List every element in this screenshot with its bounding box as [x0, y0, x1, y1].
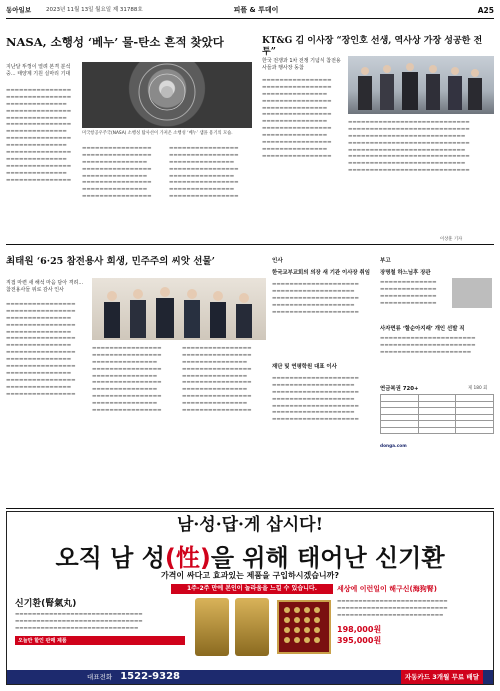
lottery-table: [380, 394, 494, 434]
choi-lead: 직접 마련 새 해석 마음 담아 격려... 참전용사들 위로 감사 인사: [6, 280, 84, 294]
kim-byline: 이상훈 기자: [440, 237, 463, 242]
kim-lead: 한국 전쟁과 1차 전쟁 기념식 참전용사들과 행사장 동참: [262, 58, 341, 72]
ad-subline: 가격이 싸다고 효과있는 제품을 구입하시겠습니까?: [160, 571, 340, 580]
obituary-item-2: 사자면류 ‘할순아지래’ 개인 선발 직: [380, 326, 465, 332]
dateline: 2023년 11월 13일 월요일 제 31788호: [46, 7, 143, 13]
kim-headline: KT&G 김 이사장 “장인호 선생, 역사상 가장 성공한 전투”: [262, 36, 483, 57]
ad-phone-number[interactable]: 1522-9328: [120, 671, 181, 682]
obituary-item-1: 장명철 하느님후 장관: [380, 270, 431, 276]
people-body-1: ▬▬▬▬▬▬▬▬▬▬▬▬▬▬▬▬▬▬▬▬ ▬▬▬▬▬▬▬▬▬▬▬▬▬▬▬▬▬▬▬ ▬▬▬▬▬▬▬▬▬▬▬▬▬▬▬▬▬▬▬▬ ▬▬▬▬▬▬▬▬▬▬▬▬▬▬▬▬▬▬▬ ▬▬▬▬▬▬▬▬▬▬▬▬▬▬▬▬▬▬▬▬: [272, 282, 359, 315]
advertisement: [6, 511, 494, 685]
kim-body-col-1: ▬▬▬▬▬▬▬▬▬▬▬▬▬▬▬▬ ▬▬▬▬▬▬▬▬▬▬▬▬▬▬▬▬ ▬▬▬▬▬▬▬▬▬▬▬▬▬▬▬ ▬▬▬▬▬▬▬▬▬▬▬▬▬▬▬▬ ▬▬▬▬▬▬▬▬▬▬▬▬▬▬▬ ▬▬▬▬▬▬▬▬▬▬▬▬▬▬▬▬ ▬▬▬▬▬▬▬▬▬▬▬▬▬▬▬ ▬▬▬▬▬▬▬▬▬▬▬▬▬▬▬▬ ▬▬▬▬▬▬▬▬▬▬▬▬▬▬▬ ▬▬▬▬▬▬▬▬▬▬▬▬▬▬▬▬ ▬▬▬▬▬▬▬▬▬▬▬▬▬▬▬ ▬▬▬▬▬▬▬▬▬▬▬▬▬▬▬▬: [262, 78, 332, 159]
obituary-body-1: ▬▬▬▬▬▬▬▬▬▬▬▬▬ ▬▬▬▬▬▬▬▬▬▬▬▬▬ ▬▬▬▬▬▬▬▬▬▬▬▬▬ ▬▬▬▬▬▬▬▬▬▬▬▬▬: [380, 280, 437, 306]
nasa-headline: NASA, 소행성 ‘베누’ 물-탄소 흔적 찾았다: [6, 35, 224, 49]
choi-headline: 최태원 ‘6·25 참전용사 희생, 민주주의 씨앗 선물’: [6, 256, 215, 267]
mid-rule: [6, 244, 494, 245]
obituary-portrait-1: [452, 278, 492, 308]
ad-headline-hanja: (性): [164, 544, 211, 572]
sample-container-photo: [82, 62, 252, 128]
veterans-photo: [92, 278, 266, 340]
ad-product-desc: ▬▬▬▬▬▬▬▬▬▬▬▬▬▬▬▬▬▬▬▬▬▬▬▬▬▬▬▬▬▬ ▬▬▬▬▬▬▬▬▬▬▬▬▬▬▬▬▬▬▬▬▬▬▬▬▬▬▬▬▬▬ ▬▬▬▬▬▬▬▬▬▬▬▬▬▬▬▬▬▬▬▬▬▬▬▬▬▬▬▬▬: [15, 612, 143, 631]
kim-body-col-2: ▬▬▬▬▬▬▬▬▬▬▬▬▬▬▬▬▬▬▬▬▬▬▬▬▬▬▬▬ ▬▬▬▬▬▬▬▬▬▬▬▬▬▬▬▬▬▬▬▬▬▬▬▬▬▬▬▬ ▬▬▬▬▬▬▬▬▬▬▬▬▬▬▬▬▬▬▬▬▬▬▬▬▬▬▬ ▬▬▬▬▬▬▬▬▬▬▬▬▬▬▬▬▬▬▬▬▬▬▬▬▬▬▬▬ ▬▬▬▬▬▬▬▬▬▬▬▬▬▬▬▬▬▬▬▬▬▬▬▬▬▬▬ ▬▬▬▬▬▬▬▬▬▬▬▬▬▬▬▬▬▬▬▬▬▬▬▬▬▬▬▬ ▬▬▬▬▬▬▬▬▬▬▬▬▬▬▬▬▬▬▬▬▬▬▬▬▬▬▬ ▬▬▬▬▬▬▬▬▬▬▬▬▬▬▬▬▬▬▬▬▬▬▬▬▬▬▬▬: [348, 120, 470, 174]
ad-rule: [6, 508, 494, 509]
people-item-1: 한국교부교회의 의장 새 기관 이사장 취임: [272, 270, 370, 276]
ad-special-panel: [337, 584, 489, 646]
ad-product-name: 신기환(腎氣丸): [15, 599, 77, 609]
ad-headline: [7, 538, 493, 573]
product-jar-2: [235, 598, 269, 656]
masthead: [6, 4, 494, 17]
obituary-body-2: ▬▬▬▬▬▬▬▬▬▬▬▬▬▬▬▬▬▬▬▬▬▬ ▬▬▬▬▬▬▬▬▬▬▬▬▬▬▬▬▬▬▬▬▬▬ ▬▬▬▬▬▬▬▬▬▬▬▬▬▬▬▬▬▬▬▬▬: [380, 336, 476, 355]
nasa-body-col-3: ▬▬▬▬▬▬▬▬▬▬▬▬▬▬▬▬ ▬▬▬▬▬▬▬▬▬▬▬▬▬▬▬▬ ▬▬▬▬▬▬▬▬▬▬▬▬▬▬▬ ▬▬▬▬▬▬▬▬▬▬▬▬▬▬▬▬ ▬▬▬▬▬▬▬▬▬▬▬▬▬▬▬ ▬▬▬▬▬▬▬▬▬▬▬▬▬▬▬▬ ▬▬▬▬▬▬▬▬▬▬▬▬▬▬▬ ▬▬▬▬▬▬▬▬▬▬▬▬▬▬▬▬: [169, 146, 239, 200]
nasa-body-col-2: ▬▬▬▬▬▬▬▬▬▬▬▬▬▬▬▬ ▬▬▬▬▬▬▬▬▬▬▬▬▬▬▬▬ ▬▬▬▬▬▬▬▬▬▬▬▬▬▬▬ ▬▬▬▬▬▬▬▬▬▬▬▬▬▬▬▬ ▬▬▬▬▬▬▬▬▬▬▬▬▬▬▬ ▬▬▬▬▬▬▬▬▬▬▬▬▬▬▬▬ ▬▬▬▬▬▬▬▬▬▬▬▬▬▬▬ ▬▬▬▬▬▬▬▬▬▬▬▬▬▬▬▬: [82, 146, 152, 200]
ad-slogan: 남·성·답·게 삽시다!: [176, 515, 324, 535]
people-item-2: 재단 및 연평학원 대표 이사: [272, 364, 337, 370]
ad-discount: 오늘만 할인 판매 제품: [15, 636, 185, 645]
ad-price-1: 198,000원: [337, 624, 382, 634]
nasa-body-col-1: ▬▬▬▬▬▬▬▬▬▬▬▬▬▬▬ ▬▬▬▬▬▬▬▬▬▬▬▬▬▬▬ ▬▬▬▬▬▬▬▬▬▬▬▬▬▬ ▬▬▬▬▬▬▬▬▬▬▬▬▬▬▬ ▬▬▬▬▬▬▬▬▬▬▬▬▬▬ ▬▬▬▬▬▬▬▬▬▬▬▬▬▬▬ ▬▬▬▬▬▬▬▬▬▬▬▬▬▬ ▬▬▬▬▬▬▬▬▬▬▬▬▬▬▬ ▬▬▬▬▬▬▬▬▬▬▬▬▬▬ ▬▬▬▬▬▬▬▬▬▬▬▬▬▬▬ ▬▬▬▬▬▬▬▬▬▬▬▬▬▬ ▬▬▬▬▬▬▬▬▬▬▬▬▬▬▬ ▬▬▬▬▬▬▬▬▬▬▬▬▬▬ ▬▬▬▬▬▬▬▬▬▬▬▬▬▬▬: [6, 88, 72, 183]
ad-price-2: 395,000원: [337, 635, 382, 645]
ad-sale-label: 자동카드 3개월 무료 배달: [401, 670, 483, 684]
lottery-title: 연금복권 720+: [380, 386, 419, 392]
people-body-2: ▬▬▬▬▬▬▬▬▬▬▬▬▬▬▬▬▬▬▬▬ ▬▬▬▬▬▬▬▬▬▬▬▬▬▬▬▬▬▬▬ ▬▬▬▬▬▬▬▬▬▬▬▬▬▬▬▬▬▬▬▬ ▬▬▬▬▬▬▬▬▬▬▬▬▬▬▬▬▬▬▬ ▬▬▬▬▬▬▬▬▬▬▬▬▬▬▬▬▬▬▬▬ ▬▬▬▬▬▬▬▬▬▬▬▬▬▬▬▬▬▬▬ ▬▬▬▬▬▬▬▬▬▬▬▬▬▬▬▬▬▬▬▬: [272, 376, 359, 423]
ad-headline-pre: 오직 남 성: [55, 544, 165, 572]
choi-body-col-3: ▬▬▬▬▬▬▬▬▬▬▬▬▬▬▬▬ ▬▬▬▬▬▬▬▬▬▬▬▬▬▬▬▬ ▬▬▬▬▬▬▬▬▬▬▬▬▬▬▬ ▬▬▬▬▬▬▬▬▬▬▬▬▬▬▬▬ ▬▬▬▬▬▬▬▬▬▬▬▬▬▬▬ ▬▬▬▬▬▬▬▬▬▬▬▬▬▬▬▬ ▬▬▬▬▬▬▬▬▬▬▬▬▬▬▬ ▬▬▬▬▬▬▬▬▬▬▬▬▬▬▬▬ ▬▬▬▬▬▬▬▬▬▬▬▬▬▬▬ ▬▬▬▬▬▬▬▬▬▬▬▬▬▬▬▬: [182, 346, 252, 414]
choi-body-col-2: ▬▬▬▬▬▬▬▬▬▬▬▬▬▬▬▬ ▬▬▬▬▬▬▬▬▬▬▬▬▬▬▬▬ ▬▬▬▬▬▬▬▬▬▬▬▬▬▬▬ ▬▬▬▬▬▬▬▬▬▬▬▬▬▬▬▬ ▬▬▬▬▬▬▬▬▬▬▬▬▬▬▬ ▬▬▬▬▬▬▬▬▬▬▬▬▬▬▬▬ ▬▬▬▬▬▬▬▬▬▬▬▬▬▬▬ ▬▬▬▬▬▬▬▬▬▬▬▬▬▬▬▬ ▬▬▬▬▬▬▬▬▬▬▬▬▬▬▬ ▬▬▬▬▬▬▬▬▬▬▬▬▬▬▬▬: [92, 346, 162, 414]
section-title: 피플 & 투데이: [233, 6, 279, 14]
ad-band: 1주-2주 만에 본인이 놀라움을 느낄 수 있습니다.: [171, 584, 333, 594]
ad-headline-post: 을 위해 태어난 신기환: [210, 544, 445, 572]
product-jar-1: [195, 598, 229, 656]
ad-product-panel: [15, 596, 185, 645]
ceremony-photo: [348, 56, 494, 114]
obituary-kicker: 부고: [380, 258, 391, 264]
choi-body-col-1: ▬▬▬▬▬▬▬▬▬▬▬▬▬▬▬▬ ▬▬▬▬▬▬▬▬▬▬▬▬▬▬▬▬ ▬▬▬▬▬▬▬▬▬▬▬▬▬▬▬ ▬▬▬▬▬▬▬▬▬▬▬▬▬▬▬▬ ▬▬▬▬▬▬▬▬▬▬▬▬▬▬▬ ▬▬▬▬▬▬▬▬▬▬▬▬▬▬▬▬ ▬▬▬▬▬▬▬▬▬▬▬▬▬▬▬ ▬▬▬▬▬▬▬▬▬▬▬▬▬▬▬▬ ▬▬▬▬▬▬▬▬▬▬▬▬▬▬▬ ▬▬▬▬▬▬▬▬▬▬▬▬▬▬▬▬ ▬▬▬▬▬▬▬▬▬▬▬▬▬▬▬ ▬▬▬▬▬▬▬▬▬▬▬▬▬▬▬▬ ▬▬▬▬▬▬▬▬▬▬▬▬▬▬▬ ▬▬▬▬▬▬▬▬▬▬▬▬▬▬▬▬: [6, 302, 76, 397]
nasa-photo-caption: 미국항공우주국(NASA) 소행성 탐사선이 가져온 소행성 ‘베누’ 샘플 용기의 모습.: [82, 131, 233, 136]
page-number: A25: [477, 6, 494, 15]
ad-special-desc: ▬▬▬▬▬▬▬▬▬▬▬▬▬▬▬▬▬▬▬▬▬▬▬▬▬▬ ▬▬▬▬▬▬▬▬▬▬▬▬▬▬▬▬▬▬▬▬▬▬▬▬▬▬ ▬▬▬▬▬▬▬▬▬▬▬▬▬▬▬▬▬▬▬▬▬▬▬▬▬: [337, 599, 448, 619]
paper-logo: 동아일보: [6, 6, 32, 14]
ad-phone-label: 대표전화: [87, 673, 113, 681]
product-box: [277, 600, 331, 654]
people-kicker: 인사: [272, 258, 283, 264]
lottery-draw-no: 제 180 회: [468, 386, 488, 391]
nasa-lead: 지난달 뚜껑이 열려 본격 분석 중... 태양계 기원 실마리 기대: [6, 64, 71, 78]
masthead-rule: [6, 18, 494, 19]
ad-special-title: 세상에 이런일이 해구신(海狗腎): [337, 585, 437, 593]
ad-contact-bar: [7, 670, 493, 684]
site-url[interactable]: donga.com: [380, 444, 407, 449]
